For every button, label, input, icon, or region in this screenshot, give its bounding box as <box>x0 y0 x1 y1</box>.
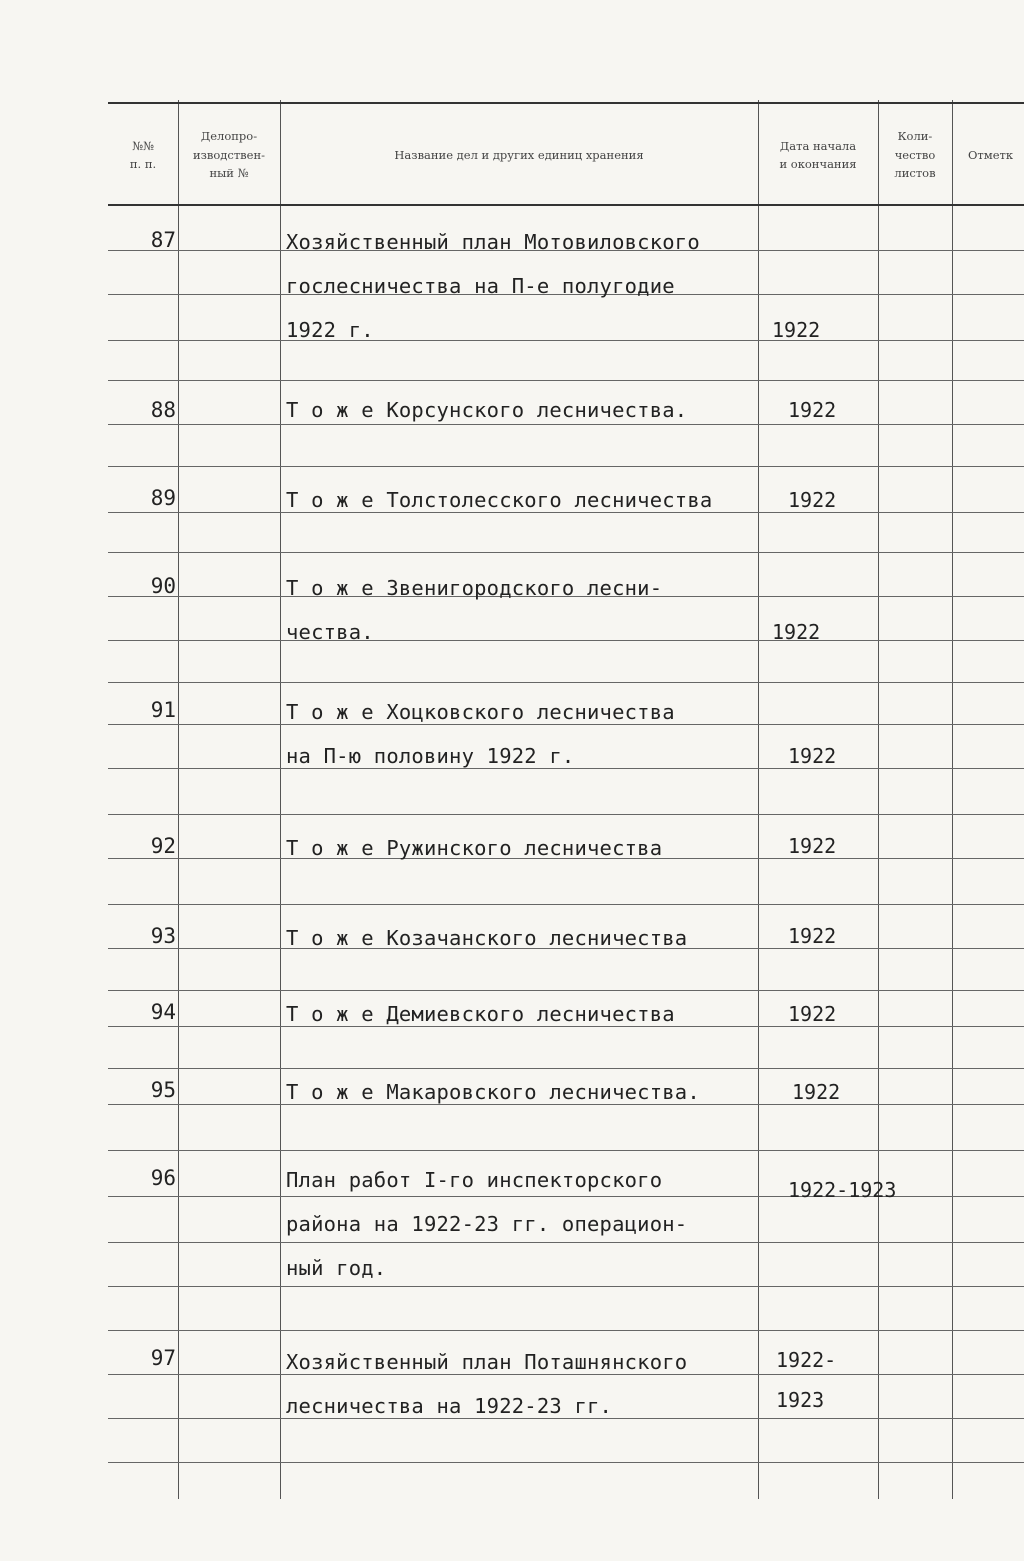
row-number: 89 <box>150 486 176 510</box>
row-rule <box>108 814 1024 815</box>
column-divider <box>280 100 281 1499</box>
row-date: 1922 <box>788 834 837 858</box>
row-title <box>286 1070 764 1114</box>
column-divider <box>952 100 953 1499</box>
title-line: на П-ю половину 1922 г. <box>286 744 575 768</box>
row-date: 1922 <box>772 620 821 644</box>
row-number: 91 <box>150 698 176 722</box>
row-number: 97 <box>150 1346 176 1370</box>
row-title <box>286 220 764 352</box>
row-date: 1922 <box>788 744 837 768</box>
header-office-num: Делопро- изводствен- ный № <box>192 129 266 181</box>
title-line: гослесничества на П-е полугодие <box>286 274 675 298</box>
row-rule <box>108 1150 1024 1151</box>
row-number: 92 <box>150 834 176 858</box>
row-title <box>286 1340 764 1428</box>
row-number: 93 <box>150 924 176 948</box>
title-line: района на 1922-23 гг. операцион- <box>286 1212 688 1236</box>
row-rule <box>108 904 1024 905</box>
title-line: Т о ж е Макаровского лесничества. <box>286 1080 700 1104</box>
title-line: Хозяйственный план Поташнянского <box>286 1350 688 1374</box>
row-date: 1922 <box>788 1002 837 1026</box>
row-number: 87 <box>150 228 176 252</box>
row-rule <box>108 1330 1024 1331</box>
header-notes: Отметк <box>968 147 1014 162</box>
title-line: План работ I-го инспекторского <box>286 1168 663 1192</box>
row-rule <box>108 466 1024 467</box>
title-line: Т о ж е Звенигородского лесни- <box>286 576 663 600</box>
header-title: Название дел и других единиц хранения <box>394 147 644 162</box>
title-line: Т о ж е Ружинского лесничества <box>286 836 663 860</box>
title-line: Т о ж е Толстолесского лесничества <box>286 488 713 512</box>
row-number: 96 <box>150 1166 176 1190</box>
row-title <box>286 1158 764 1290</box>
row-number: 94 <box>150 1000 176 1024</box>
row-date: 1922 <box>792 1080 841 1104</box>
title-line: Т о ж е Хоцковского лесничества <box>286 700 675 724</box>
row-date: 1922-1923 <box>788 1178 897 1202</box>
title-line: чества. <box>286 620 374 644</box>
row-title <box>286 388 764 432</box>
row-number: 90 <box>150 574 176 598</box>
header-sheets: Коли- чество листов <box>894 129 936 181</box>
title-line: лесничества на 1922-23 гг. <box>286 1394 613 1418</box>
title-line: Т о ж е Козачанского лесничества <box>286 926 688 950</box>
row-rule <box>108 990 1024 991</box>
row-number: 95 <box>150 1078 176 1102</box>
row-date: 1922 <box>788 398 837 422</box>
title-line: 1922 г. <box>286 318 374 342</box>
row-date: 1922 <box>788 488 837 512</box>
row-rule <box>108 1068 1024 1069</box>
row-date: 1922 <box>788 924 837 948</box>
row-title <box>286 916 764 960</box>
column-divider <box>178 100 179 1499</box>
row-date: 1922 <box>772 318 821 342</box>
header-bottom-rule <box>108 204 1024 206</box>
row-rule <box>108 682 1024 683</box>
title-line: ный год. <box>286 1256 387 1280</box>
header-num: №№ п. п. <box>129 138 157 171</box>
title-line: Т о ж е Корсунского лесничества. <box>286 398 688 422</box>
title-line: Т о ж е Демиевского лесничества <box>286 1002 675 1026</box>
header-top-rule <box>108 102 1024 104</box>
row-title <box>286 478 764 522</box>
row-rule <box>108 552 1024 553</box>
title-line: Хозяйственный план Мотовиловского <box>286 230 700 254</box>
row-rule <box>108 380 1024 381</box>
row-rule <box>108 1462 1024 1463</box>
row-title <box>286 992 764 1036</box>
row-number: 88 <box>150 398 176 422</box>
row-title <box>286 690 764 778</box>
header-dates: Дата начала и окончания <box>779 138 857 171</box>
row-title <box>286 826 764 870</box>
row-date: 1922- 1923 <box>776 1348 837 1412</box>
row-title <box>286 566 764 654</box>
